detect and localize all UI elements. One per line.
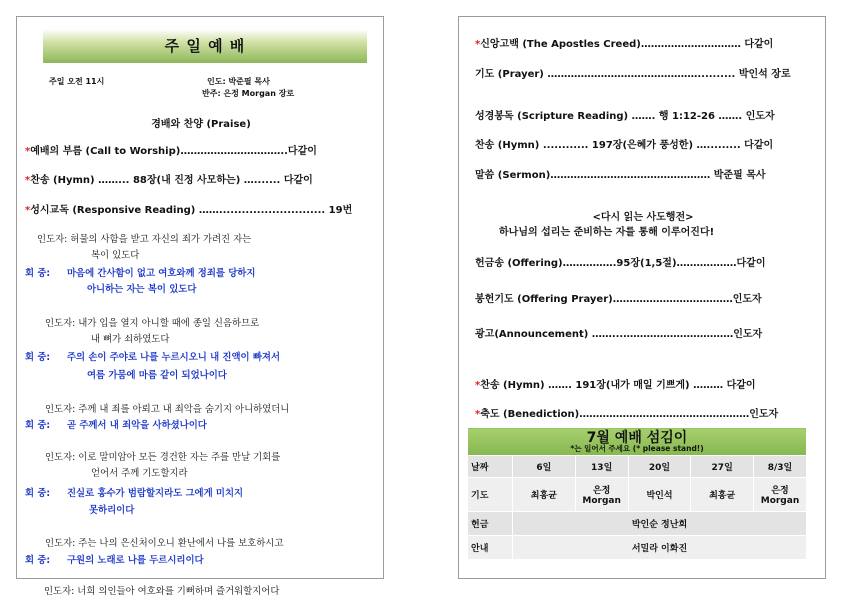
people-line: 회 중: 진실로 홍수가 범람할지라도 그에게 미치지 <box>25 488 244 499</box>
people-line: 여름 가뭄에 마름 같이 되었나이다 <box>87 370 227 381</box>
table-row: 기도 최홍균 은정 Morgan 박인석 최홍균 은정 Morgan <box>468 478 807 512</box>
scripture-item: 성경봉독 (Scripture Reading) ……. 행 1:12-26 ……. 인도자 <box>475 111 775 122</box>
announcement-item: 광고(Announcement) ……...……………………………인도자 <box>475 329 763 340</box>
people-line: 회 중: 마음에 간사함이 없고 여호와께 정죄를 당하지 <box>25 268 256 279</box>
leader-line: 인도자: 허물의 사함을 받고 자신의 죄가 가려진 자는 <box>37 234 252 245</box>
leader-line: 인도자: 내가 입을 열지 아니할 때에 종일 신음하므로 <box>45 318 260 329</box>
left-page <box>16 16 384 579</box>
people-line: 회 중: 주의 손이 주야로 나를 누르시오니 내 진액이 빠져서 <box>25 352 281 363</box>
right-page <box>458 16 826 579</box>
people-line: 못하리이다 <box>89 505 135 516</box>
leader-line: 인도자: 이로 말미암아 모든 경건한 자는 주를 만날 기회를 <box>45 452 281 463</box>
people-line: 아니하는 자는 복이 있도다 <box>87 284 197 295</box>
sermon-item: 말씀 (Sermon)………………………………………… 박준필 목사 <box>475 170 766 181</box>
leader-line: 인도자: 주는 나의 은신처이오니 환난에서 나를 보호하시고 <box>45 538 284 549</box>
page-title: 주 일 예 배 <box>43 29 367 63</box>
leader-line: 얻어서 주께 기도할지라 <box>91 468 188 479</box>
order-item: *예배의 부름 (Call to Worship)…………………………..다같이 <box>25 146 317 157</box>
table-title: 7월 예배 섬김이 *는 일어서 주세요 (* please stand!) <box>468 428 807 456</box>
leader-line-overflow: 인도자: 너희 의인들아 여호와를 기뻐하며 즐거워할지어다 <box>44 586 280 597</box>
offering-item: 헌금송 (Offering)…………….95장(1,5절)………………다같이 <box>475 258 766 269</box>
stand-note: *는 일어서 주세요 (* please stand!) <box>570 444 704 453</box>
order-item: *찬송 (Hymn) ……... 88장(내 진정 사모하는) …....... 다같이 <box>25 175 313 186</box>
leader-line: 복이 있도다 <box>91 250 140 261</box>
people-line: 회 중: 구원의 노래로 나를 두르시리이다 <box>25 555 204 566</box>
prayer-item: 기도 (Prayer) ……………………………………….......... 박인석 장로 <box>475 69 791 80</box>
closing-hymn-item: *찬송 (Hymn) ……. 191장(내가 매일 기쁘게) ……… 다같이 <box>475 380 756 391</box>
officiant: 인도: 박준필 목사 <box>207 77 270 86</box>
offering-prayer-item: 봉헌기도 (Offering Prayer)………………………………인도자 <box>475 294 762 305</box>
service-time: 주일 오전 11시 <box>49 77 105 86</box>
table-row: 안내 서밀라 이화진 <box>468 536 807 560</box>
table-row: 헌금 박인순 정난희 <box>468 512 807 536</box>
leader-line: 인도자: 주께 내 죄를 아뢰고 내 죄악을 숨기지 아니하였더니 <box>45 404 290 415</box>
people-line: 회 중: 곧 주께서 내 죄악을 사하셨나이다 <box>25 420 207 431</box>
leader-line: 내 뼈가 쇠하였도다 <box>91 334 170 345</box>
sermon-subtitle: 하나님의 섭리는 준비하는 자를 통해 이루어진다! <box>499 227 715 238</box>
hymn-item: 찬송 (Hymn) ............ 197장(은혜가 풍성한) …......... 다같이 <box>475 140 774 151</box>
creed-item: *신앙고백 (The Apostles Creed)………………………… 다같이 <box>475 39 774 50</box>
table-row: 날짜 6일 13일 20일 27일 8/3일 <box>468 456 807 478</box>
schedule-table <box>467 427 807 560</box>
benediction-item: *축도 (Benediction)……………………………………………인도자 <box>475 409 779 420</box>
sermon-title: <다시 읽는 사도행전> <box>592 212 694 223</box>
praise-heading: 경배와 찬양 (Praise) <box>151 119 251 130</box>
order-item: *성시교독 (Responsive Reading) ……............................ 19번 <box>25 205 353 216</box>
accompanist: 반주: 은정 Morgan 장로 <box>202 89 295 98</box>
